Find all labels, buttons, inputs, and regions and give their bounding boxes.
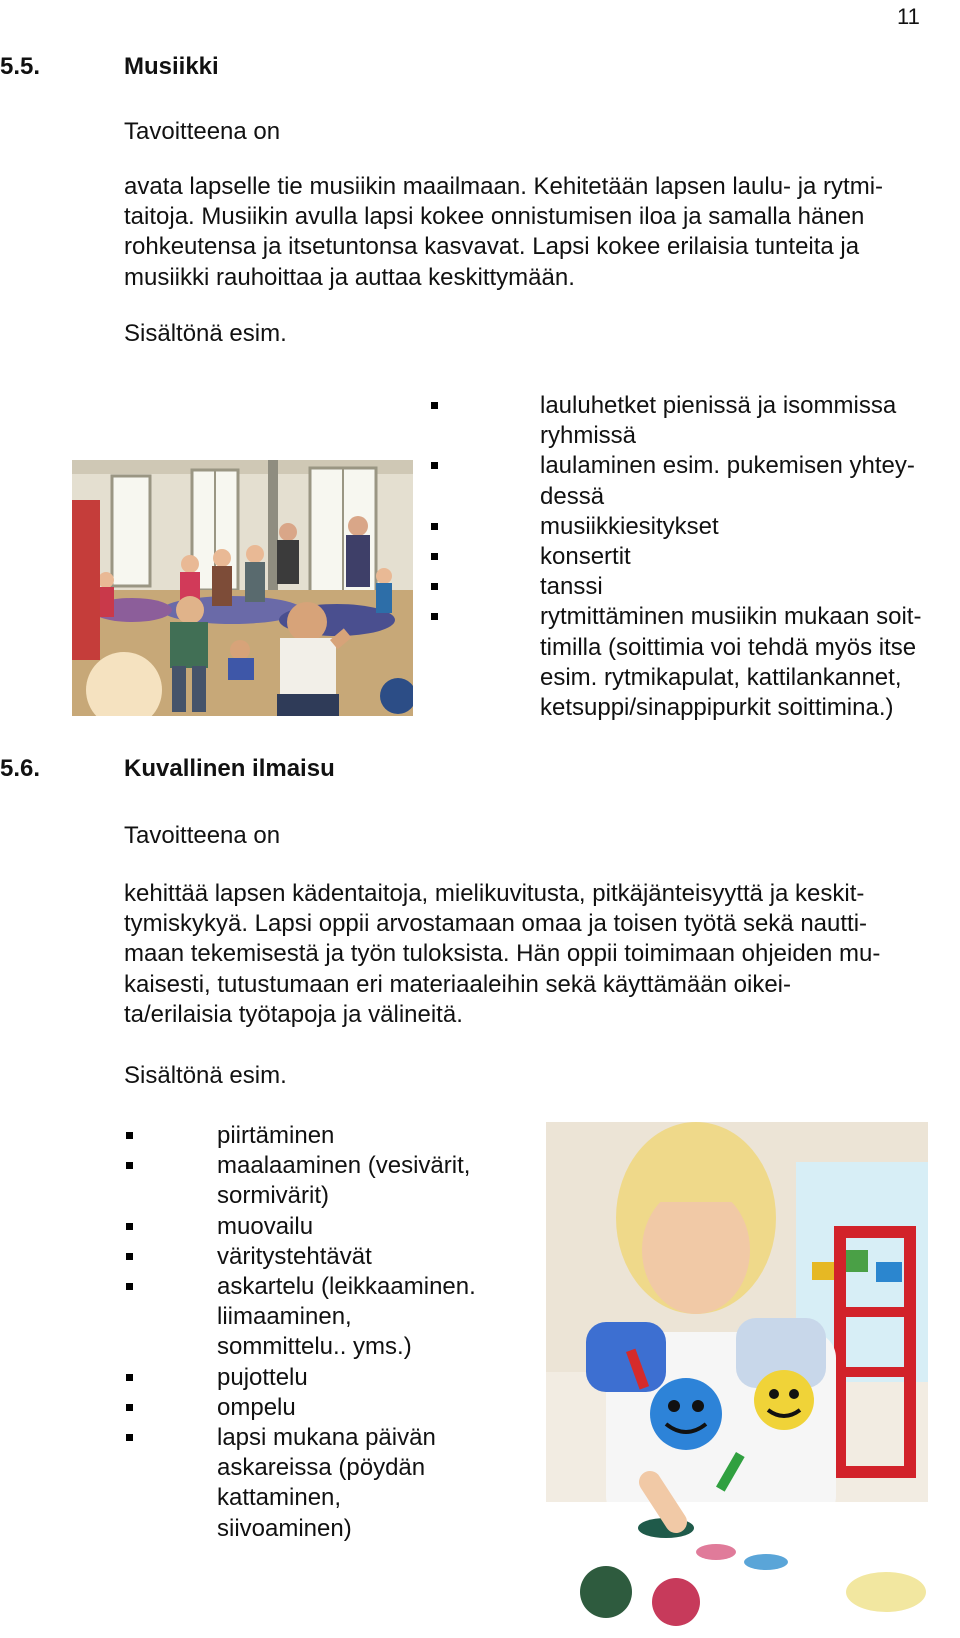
photo-girl-finger-painting: [546, 1122, 928, 1634]
bullet-square-icon: [126, 1253, 133, 1260]
list-item: tanssi: [431, 572, 951, 602]
list-item: väritystehtävät: [126, 1242, 526, 1272]
list-item: rytmittäminen musiikin mukaan soit- timilla (soittimia voi tehdä myös itse esim. rytmikapulat, kattilankannet, ketsuppi/sinappipurkit soittimina.): [431, 602, 951, 723]
bullet-square-icon: [126, 1283, 133, 1290]
content-label-musiikki: Sisältönä esim.: [124, 320, 287, 347]
bullet-square-icon: [126, 1162, 133, 1169]
list-item: lapsi mukana päivän askareissa (pöydän kattaminen, siivoaminen): [126, 1423, 526, 1544]
bullet-square-icon: [126, 1434, 133, 1441]
bullet-square-icon: [431, 583, 438, 590]
goal-paragraph-musiikki: avata lapselle tie musiikin maailmaan. Kehitetään lapsen laulu- ja rytmi- taitoja. Musiikin avulla lapsi kokee onnistumisen iloa ja samalla hänen rohkeutensa ja itsetuntonsa kasvavat. Lapsi kokee erilaisia tunteita ja musiikki rauhoittaa ja auttaa keskittymään.: [124, 173, 884, 291]
list-item: pujottelu: [126, 1363, 526, 1393]
bullet-square-icon: [126, 1132, 133, 1139]
kuvallinen-content-list: [126, 1121, 526, 1544]
list-item: laulaminen esim. pukemisen yhtey- dessä: [431, 451, 951, 511]
list-item: ompelu: [126, 1393, 526, 1423]
musiikki-content-list: [431, 391, 951, 723]
content-label-kuvallinen: Sisältönä esim.: [124, 1062, 287, 1089]
section-number-kuvallinen: 5.6.: [0, 755, 41, 782]
goal-label-kuvallinen: Tavoitteena on: [124, 822, 281, 849]
bullet-square-icon: [431, 402, 438, 409]
list-item: piirtäminen: [126, 1121, 526, 1151]
list-item: konsertit: [431, 542, 951, 572]
bullet-square-icon: [126, 1374, 133, 1381]
section-number-musiikki: 5.5.: [0, 53, 41, 80]
bullet-square-icon: [431, 462, 438, 469]
section-title-kuvallinen: Kuvallinen ilmaisu: [124, 755, 335, 782]
list-item: maalaaminen (vesivärit, sormivärit): [126, 1151, 526, 1211]
list-item: askartelu (leikkaaminen. liimaaminen, sommittelu.. yms.): [126, 1272, 526, 1363]
list-item: lauluhetket pienissä ja isommissa ryhmissä: [431, 391, 951, 451]
list-item: muovailu: [126, 1212, 526, 1242]
bullet-square-icon: [431, 553, 438, 560]
bullet-square-icon: [126, 1223, 133, 1230]
page-number: 11: [897, 4, 920, 29]
list-item: musiikkiesitykset: [431, 512, 951, 542]
goal-paragraph-kuvallinen: kehittää lapsen kädentaitoja, mielikuvitusta, pitkäjänteisyyttä ja keskit- tymiskykyä. Lapsi oppii arvostamaan omaa ja toisen työtä sekä nautti- maan tekemisestä ja työn tuloksista. Hän oppii toimimaan ohjeiden mu- kaisesti, tutustumaan eri materiaaleihin sekä käyttämään oikei- ta/erilaisia työtapoja ja välineitä.: [124, 880, 881, 1028]
bullet-square-icon: [431, 613, 438, 620]
section-title-musiikki: Musiikki: [124, 53, 219, 80]
photo-children-dancing: [72, 460, 413, 716]
bullet-square-icon: [431, 523, 438, 530]
goal-label-musiikki: Tavoitteena on: [124, 118, 281, 145]
bullet-square-icon: [126, 1404, 133, 1411]
